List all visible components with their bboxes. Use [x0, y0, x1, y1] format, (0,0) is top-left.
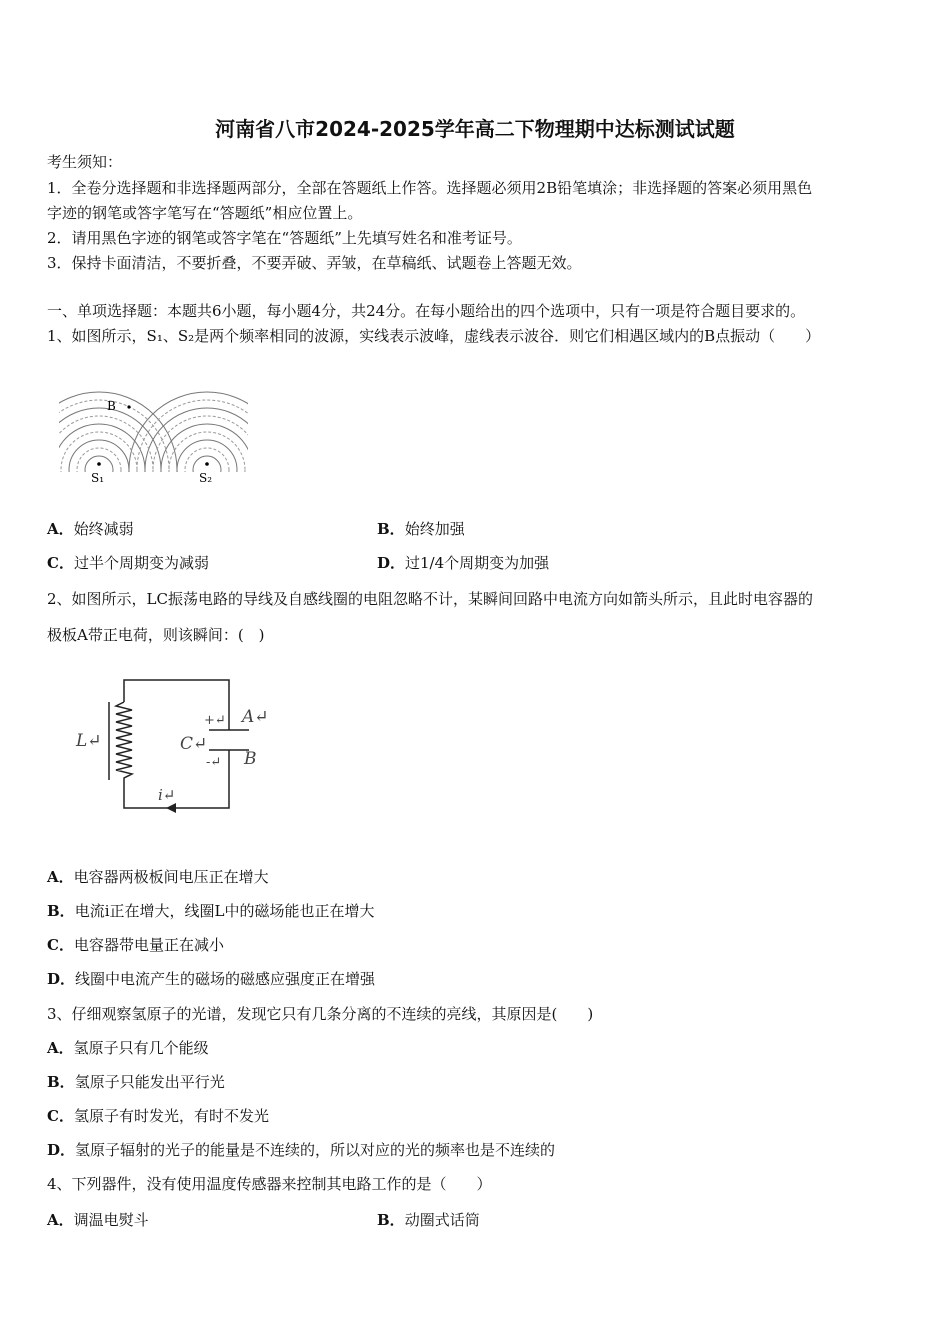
current-i-label: i↵ [158, 786, 176, 804]
q4-option-a: A．调温电熨斗 [47, 1211, 149, 1229]
question-2-stem-cont: 极板A带正电荷，则该瞬间：( ) [47, 626, 265, 644]
plate-b-label: B [244, 749, 257, 769]
q1-option-b: B．始终加强 [377, 520, 465, 538]
source-s2-label: S₂ [199, 471, 213, 485]
q3-option-b: B．氢原子只能发出平行光 [47, 1073, 225, 1091]
q1-option-d: D．过1/4个周期变为加强 [377, 554, 550, 572]
q3-option-a: A．氢原子只有几个能级 [47, 1039, 209, 1057]
inductor-l-label: L↵ [76, 731, 102, 751]
q2-option-a: A．电容器两极板间电压正在增大 [47, 868, 269, 886]
plate-a-label: A↵ [242, 707, 269, 727]
section-heading: 一、单项选择题：本题共6小题，每小题4分，共24分。在每小题给出的四个选项中，只有一项是符合题目要求的。 [47, 302, 806, 320]
wave-interference-figure [55, 378, 255, 488]
question-3-stem: 3、仔细观察氢原子的光谱，发现它只有几条分离的不连续的亮线，其原因是( ) [47, 1005, 594, 1023]
plate-a-plus-sign: +↵ [204, 713, 226, 728]
q1-option-a: A．始终减弱 [47, 520, 134, 538]
page-title: 河南省八市2024-2025学年高二下物理期中达标测试试题 [215, 117, 735, 141]
notice-item-3: 3．保持卡面清洁，不要折叠，不要弄破、弄皱，在草稿纸、试题卷上答题无效。 [47, 254, 582, 272]
q2-option-c: C．电容器带电量正在减小 [47, 936, 224, 954]
notice-heading: 考生须知： [47, 153, 123, 171]
plate-b-minus-sign: -↵ [206, 755, 222, 770]
source-s1-label: S₁ [91, 471, 105, 485]
q3-option-d: D．氢原子辐射的光子的能量是不连续的，所以对应的光的频率也是不连续的 [47, 1141, 556, 1159]
question-4-stem: 4、下列器件，没有使用温度传感器来控制其电路工作的是（ ） [47, 1175, 492, 1193]
capacitor-c-label: C↵ [180, 734, 208, 754]
q4-option-b: B．动圈式话筒 [377, 1211, 480, 1229]
notice-item-1: 1．全卷分选择题和非选择题两部分，全部在答题纸上作答。选择题必须用2B铅笔填涂；非选择题的答案必须用黑色 [47, 179, 813, 197]
question-2-stem: 2、如图所示，LC振荡电路的导线及自感线圈的电阻忽略不计，某瞬间回路中电流方向如箭头所示，且此时电容器的 [47, 590, 813, 608]
q2-option-b: B．电流i正在增大，线圈L中的磁场能也正在增大 [47, 902, 375, 920]
notice-item-2: 2．请用黑色字迹的钢笔或答字笔在“答题纸”上先填写姓名和准考证号。 [47, 229, 522, 247]
point-b-label: B [107, 399, 116, 413]
q2-option-d: D．线圈中电流产生的磁场的磁感应强度正在增强 [47, 970, 376, 988]
q1-option-c: C．过半个周期变为减弱 [47, 554, 209, 572]
question-1-stem: 1、如图所示，S₁、S₂是两个频率相同的波源，实线表示波峰，虚线表示波谷．则它们相遇区域内的B点振动（ ） [47, 327, 821, 345]
notice-item-1-cont: 字迹的钢笔或答字笔写在“答题纸”相应位置上。 [47, 204, 363, 222]
lc-circuit-figure [72, 672, 272, 822]
q3-option-c: C．氢原子有时发光，有时不发光 [47, 1107, 269, 1125]
